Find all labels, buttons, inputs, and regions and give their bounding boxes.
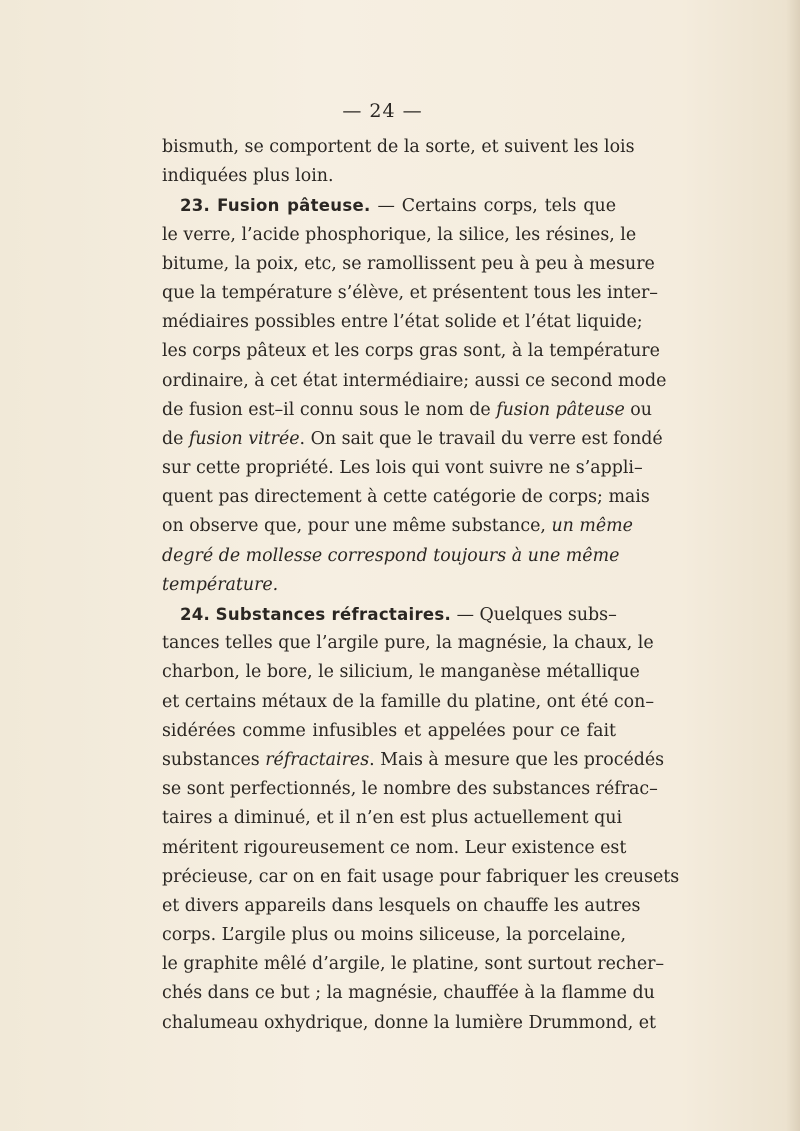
text-line: quent pas directement à cette catégorie de corps; mais: [162, 487, 650, 508]
text-line: chalumeau oxhydrique, donne la lumière Drummond, et: [162, 1012, 657, 1033]
text-line: corps. L’argile plus ou moins siliceuse, la porcelaine,: [162, 925, 627, 946]
section-heading-substances-refractaires: Substances réfractaires.: [215, 605, 452, 624]
body-text: [162, 133, 680, 1038]
text-line: [162, 512, 633, 541]
text-fragment: ou: [624, 399, 652, 420]
section-number: 24.: [180, 605, 211, 624]
text-fragment: . On sait que le travail du verre est fondé: [299, 428, 663, 449]
text-fragment: — Quelques subs–: [451, 605, 617, 625]
page-number: — 24 —: [342, 100, 423, 122]
italic-term: fusion vitrée: [188, 428, 300, 449]
text-line: se sont perfectionnés, le nombre des substances réfrac–: [162, 779, 658, 800]
text-fragment: de: [162, 428, 189, 449]
text-line: les corps pâteux et les corps gras sont, à la température: [162, 341, 660, 362]
text-line: [162, 396, 652, 425]
text-line: [162, 425, 663, 454]
text-line: sur cette propriété. Les lois qui vont suivre ne s’appli–: [162, 458, 643, 479]
text-line: le verre, l’acide phosphorique, la silice, les résines, le: [162, 224, 637, 245]
text-line: indiquées plus loin.: [162, 166, 334, 187]
text-line: que la température s’élève, et présentent tous les inter–: [162, 282, 659, 303]
text-line: et certains métaux de la famille du platine, ont été con–: [162, 691, 655, 712]
section-24-first-line: [162, 600, 616, 629]
text-line: charbon, le bore, le silicium, le manganèse métallique: [162, 662, 640, 683]
italic-phrase-line: degré de mollesse correspond toujours à une même: [162, 545, 620, 566]
text-fragment: — Certains corps, tels que: [370, 196, 616, 217]
text-line: médiaires possibles entre l’état solide et l’état liquide;: [162, 312, 643, 333]
text-line: tances telles que l’argile pure, la magnésie, la chaux, le: [162, 633, 654, 654]
section-heading-fusion-pateuse: Fusion pâteuse.: [217, 196, 371, 216]
italic-phrase-line: température.: [162, 574, 279, 595]
text-fragment: de fusion est–il connu sous le nom de: [162, 399, 497, 420]
text-line: chés dans ce but ; la magnésie, chauffée à la flamme du: [162, 983, 655, 1004]
text-line: et divers appareils dans lesquels on chauffe les autres: [162, 895, 641, 916]
italic-phrase: un même: [551, 516, 633, 537]
text-fragment: . Mais à mesure que les procédés: [369, 749, 665, 770]
text-line: méritent rigoureusement ce nom. Leur existence est: [162, 837, 627, 858]
text-line: ordinaire, à cet état intermédiaire; aussi ce second mode: [162, 370, 667, 391]
text-line: bismuth, se comportent de la sorte, et suivent les lois: [162, 137, 635, 157]
section-23-first-line: [162, 191, 616, 220]
text-fragment: substances: [162, 749, 266, 770]
text-line: bitume, la poix, etc, se ramollissent peu à peu à mesure: [162, 253, 655, 274]
text-fragment: on observe que, pour une même substance,: [162, 516, 552, 537]
text-line: le graphite mêlé d’argile, le platine, sont surtout recher–: [162, 954, 665, 975]
italic-term: fusion pâteuse: [496, 399, 625, 420]
text-line: [162, 746, 665, 775]
italic-term: réfractaires: [265, 749, 370, 770]
section-number: 23.: [180, 196, 211, 216]
text-line: sidérées comme infusibles et appelées pour ce fait: [162, 720, 616, 741]
text-line: précieuse, car on en fait usage pour fabriquer les creusets: [162, 866, 680, 887]
text-line: taires a diminué, et il n’en est plus actuellement qui: [162, 808, 623, 829]
